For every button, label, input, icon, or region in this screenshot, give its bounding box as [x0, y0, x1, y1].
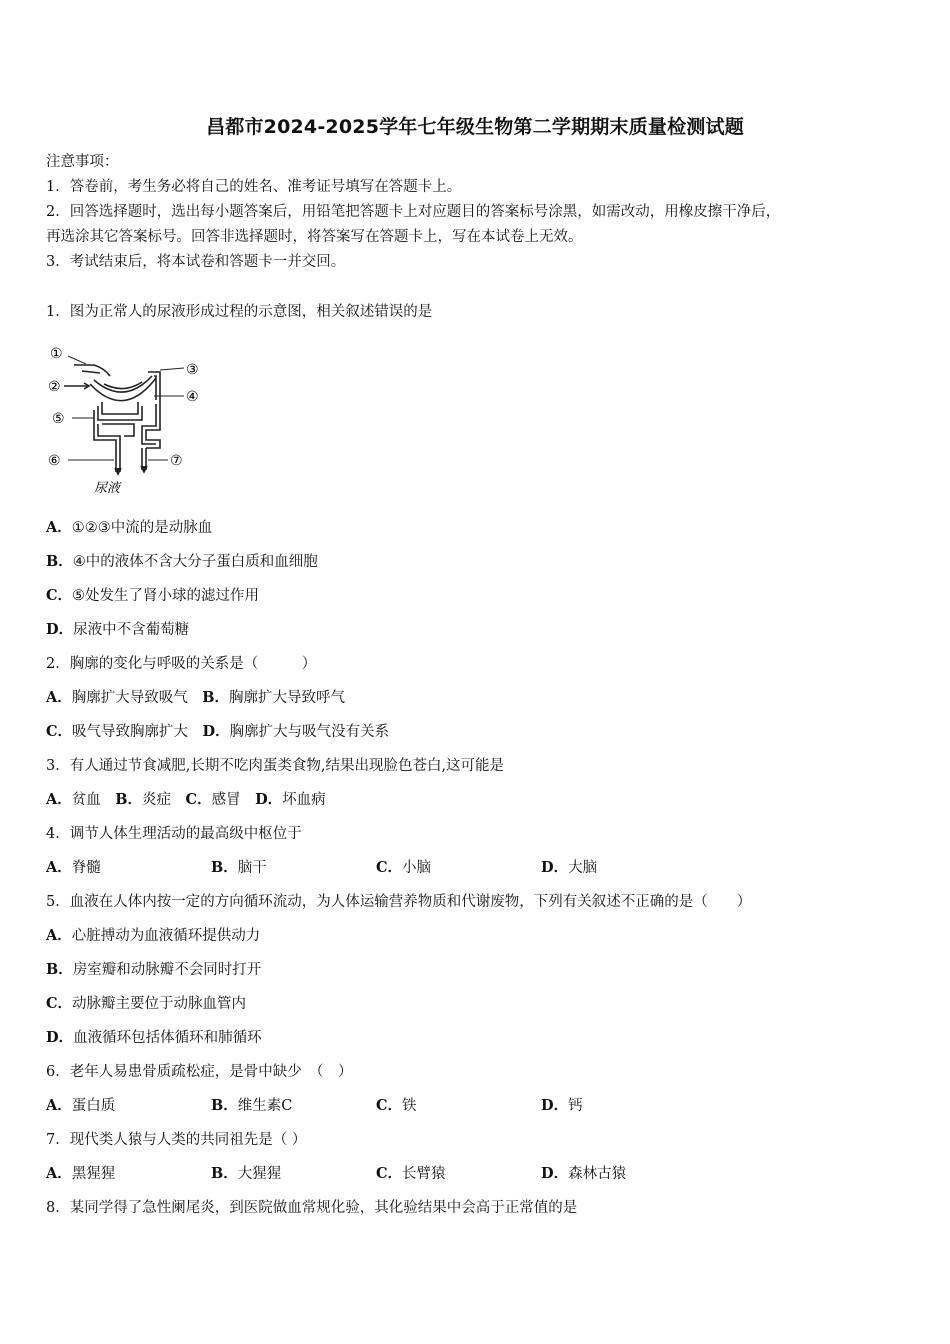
option-letter: B．: [211, 859, 238, 876]
q4-option-c[interactable]: [376, 858, 431, 878]
option-text: 蛋白质: [71, 1098, 116, 1114]
option-text: 长臂猿: [402, 1166, 446, 1182]
option-letter: A．: [46, 519, 72, 536]
option-text: 房室瓣和动脉瓣不会同时打开: [72, 962, 262, 978]
option-letter: B．: [211, 1097, 238, 1114]
capsule-inner: [94, 376, 152, 392]
q2-option-d[interactable]: [203, 724, 390, 740]
option-text: 尿液中不含葡萄糖: [73, 622, 190, 638]
question-8-stem: 8．某同学得了急性阑尾炎，到医院做血常规化验，其化验结果中会高于正常值的是: [46, 1200, 578, 1216]
urine-formation-diagram: [44, 340, 214, 500]
option-text: 血液循环包括体循环和肺循环: [73, 1030, 262, 1046]
question-1-stem: 1．图为正常人的尿液形成过程的示意图，相关叙述错误的是: [46, 304, 433, 320]
q1-option-a[interactable]: [46, 518, 212, 538]
afferent-arteriole-inner: [82, 371, 100, 373]
q3-option-d[interactable]: [255, 792, 326, 808]
question-5-stem: 5．血液在人体内按一定的方向循环流动，为人体运输营养物质和代谢废物，下列有关叙述不正确的是（ ）: [46, 894, 752, 910]
leader-1: [68, 356, 86, 364]
notice-heading: 注意事项：: [46, 154, 119, 170]
q6-option-c[interactable]: [376, 1096, 417, 1116]
option-letter: A．: [46, 927, 72, 944]
q1-option-b[interactable]: [46, 552, 318, 572]
q6-option-b[interactable]: [211, 1096, 292, 1116]
option-letter: C．: [376, 1165, 403, 1182]
option-letter: D．: [46, 1029, 74, 1046]
notice-item-2: 2．回答选择题时，选出每小题答案后，用铅笔把答题卡上对应题目的答案标号涂黑，如需改动，用橡皮擦干净后，: [46, 204, 781, 220]
q3-option-b[interactable]: [115, 792, 185, 808]
option-letter: A．: [46, 689, 72, 706]
option-text: ⑤处发生了肾小球的滤过作用: [72, 588, 260, 604]
urine-arrow: [115, 468, 121, 474]
option-text: 心脏搏动为血液循环提供动力: [71, 928, 261, 944]
option-letter: B．: [46, 553, 73, 570]
option-letter: D．: [541, 1165, 569, 1182]
option-text: ④中的液体不含大分子蛋白质和血细胞: [72, 554, 318, 570]
option-text: 大脑: [568, 860, 598, 876]
label-4: ④: [186, 389, 199, 405]
q1-option-c[interactable]: [46, 586, 259, 606]
question-6-stem: 6．老年人易患骨质疏松症，是骨中缺少 （ ）: [46, 1064, 353, 1080]
option-letter: A．: [46, 859, 72, 876]
option-text: 胸廓扩大与吸气没有关系: [229, 724, 390, 740]
option-text: 小脑: [402, 860, 432, 876]
notice-item-2-cont: 再选涂其它答案标号。回答非选择题时，将答案写在答题卡上，写在本试卷上无效。: [46, 229, 583, 245]
option-text: 铁: [402, 1098, 417, 1114]
option-text: 大猩猩: [237, 1166, 282, 1182]
option-text: 维生素C: [237, 1098, 293, 1114]
q7-option-d[interactable]: [541, 1164, 626, 1184]
option-text: 动脉瓣主要位于动脉血管内: [72, 996, 247, 1012]
option-text: 脑干: [237, 860, 267, 876]
label-7: ⑦: [170, 453, 183, 469]
option-letter: A．: [46, 791, 72, 808]
q2-options-row-1: [46, 688, 345, 708]
afferent-arteriole: [74, 365, 110, 376]
figure-caption: 尿液: [94, 481, 121, 496]
option-letter: C．: [46, 723, 73, 740]
label-5: ⑤: [52, 411, 65, 427]
label-3: ③: [186, 362, 199, 378]
option-letter: B．: [211, 1165, 238, 1182]
option-text: 胸廓扩大导致吸气: [71, 690, 203, 706]
option-letter: B．: [202, 689, 230, 706]
q4-option-d[interactable]: [541, 858, 597, 878]
exam-title: 昌都市2024-2025学年七年级生物第二学期期末质量检测试题: [206, 116, 744, 138]
q5-option-c[interactable]: [46, 994, 246, 1014]
tubule-outer: [98, 406, 142, 420]
q4-option-a[interactable]: [46, 858, 101, 878]
option-letter: C．: [46, 995, 73, 1012]
option-text: ①②③中流的是动脉血: [71, 520, 213, 536]
option-letter: D．: [541, 859, 569, 876]
q7-option-a[interactable]: [46, 1164, 115, 1184]
q2-option-a[interactable]: [46, 690, 202, 706]
question-2-stem: 2．胸廓的变化与呼吸的关系是（ ）: [46, 656, 317, 672]
option-letter: D．: [202, 723, 230, 740]
option-text: 坏血病: [282, 792, 326, 808]
vein-arrow: [141, 466, 147, 472]
question-7-stem: 7．现代类人猿与人类的共同祖先是（ ）: [46, 1132, 307, 1148]
option-letter: B．: [115, 791, 143, 808]
option-letter: D．: [541, 1097, 569, 1114]
nephron-diagram-svg: [44, 340, 214, 500]
option-letter: A．: [46, 1165, 72, 1182]
option-text: 炎症: [142, 792, 186, 808]
option-text: 吸气导致胸廓扩大: [72, 724, 203, 740]
q2-option-b[interactable]: [202, 690, 345, 706]
option-letter: D．: [46, 621, 74, 638]
notice-item-1: 1．答卷前，考生务必将自己的姓名、准考证号填写在答题卡上。: [46, 179, 462, 195]
option-letter: C．: [376, 1097, 403, 1114]
q4-option-b[interactable]: [211, 858, 267, 878]
q2-option-c[interactable]: [46, 724, 203, 740]
option-letter: C．: [185, 791, 212, 808]
q3-option-a[interactable]: [46, 792, 115, 808]
tubule-loop: [102, 424, 134, 436]
option-text: 森林古猿: [568, 1166, 627, 1182]
option-text: 脊髓: [71, 860, 101, 876]
q1-option-d[interactable]: [46, 620, 189, 640]
leader-3: [160, 368, 184, 370]
option-text: 贫血: [71, 792, 116, 808]
label-1: ①: [50, 346, 63, 362]
tubule-neck: [102, 402, 138, 414]
q6-option-a[interactable]: [46, 1096, 115, 1116]
option-text: 钙: [568, 1098, 583, 1114]
option-text: 胸廓扩大导致呼气: [229, 690, 346, 706]
q6-option-d[interactable]: [541, 1096, 583, 1116]
q5-option-b[interactable]: [46, 960, 261, 980]
q7-option-c[interactable]: [376, 1164, 446, 1184]
q5-option-a[interactable]: [46, 926, 260, 946]
q7-option-b[interactable]: [211, 1164, 281, 1184]
notice-item-3: 3．考试结束后，将本试卷和答题卡一并交回。: [46, 254, 346, 270]
option-letter: C．: [376, 859, 403, 876]
q2-options-row-2: [46, 722, 389, 742]
option-letter: C．: [46, 587, 73, 604]
option-letter: A．: [46, 1097, 72, 1114]
label-2: ②: [48, 379, 61, 395]
option-letter: D．: [255, 791, 283, 808]
option-text: 感冒: [211, 792, 256, 808]
q3-option-c[interactable]: [186, 792, 256, 808]
question-3-stem: 3．有人通过节食减肥,长期不吃肉蛋类食物,结果出现脸色苍白,这可能是: [46, 758, 505, 774]
capillary-net-inner: [142, 404, 156, 444]
label-6: ⑥: [48, 453, 61, 469]
question-4-stem: 4．调节人体生理活动的最高级中枢位于: [46, 826, 302, 842]
q5-option-d[interactable]: [46, 1028, 262, 1048]
q3-options: [46, 790, 326, 810]
option-letter: B．: [46, 961, 73, 978]
option-text: 黑猩猩: [71, 1166, 116, 1182]
